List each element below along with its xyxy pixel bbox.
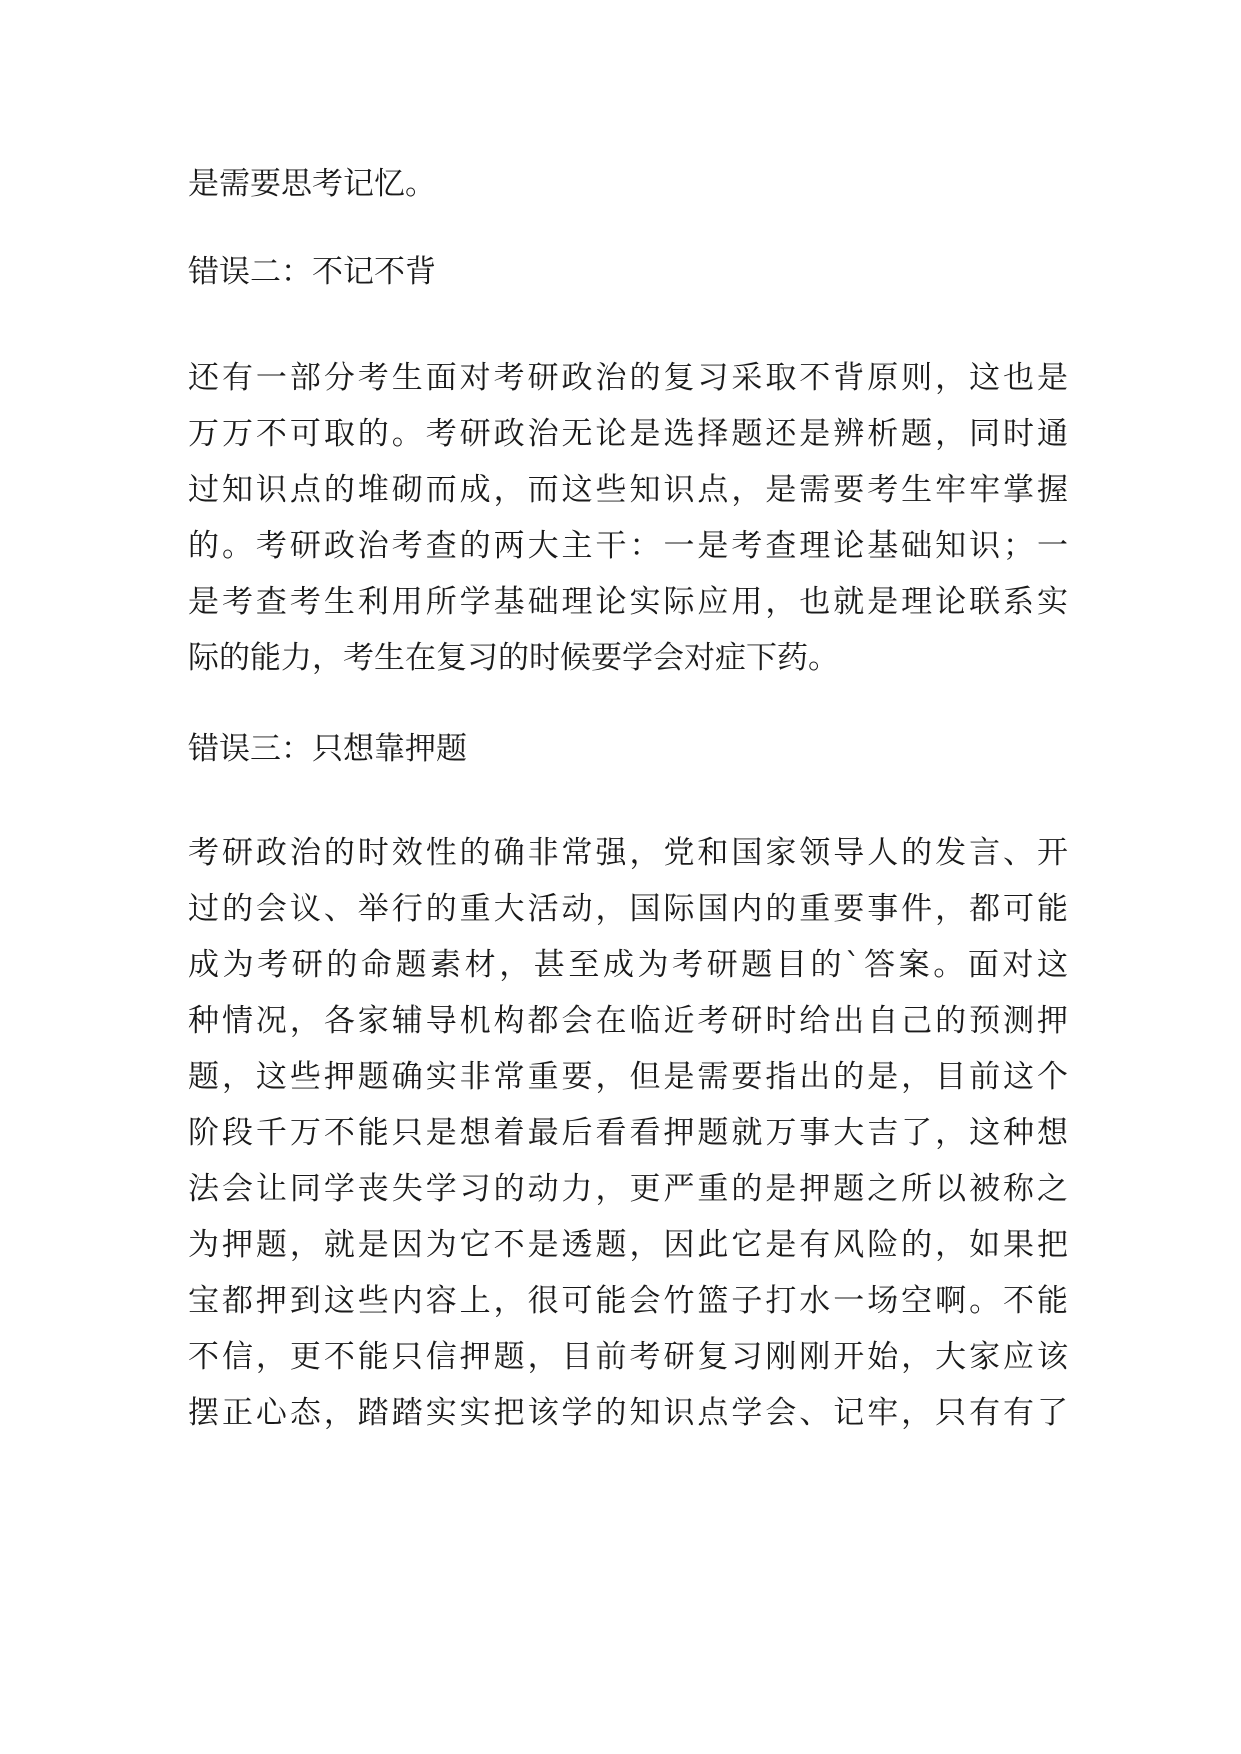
paragraph-line: 成为考研的命题素材，甚至成为考研题目的`答案。面对这 [188, 947, 1068, 983]
paragraph-line: 法会让同学丧失学习的动力，更严重的是押题之所以被称之 [188, 1171, 1068, 1207]
paragraph-line: 为押题，就是因为它不是透题，因此它是有风险的，如果把 [188, 1227, 1068, 1263]
paragraph-line: 宝都押到这些内容上，很可能会竹篮子打水一场空啊。不能 [188, 1283, 1068, 1319]
paragraph-line: 种情况，各家辅导机构都会在临近考研时给出自己的预测押 [188, 1003, 1068, 1039]
paragraph-line: 题，这些押题确实非常重要，但是需要指出的是，目前这个 [188, 1059, 1068, 1095]
paragraph-line: 过的会议、举行的重大活动，国际国内的重要事件，都可能 [188, 891, 1068, 927]
paragraph-line: 摆正心态，踏踏实实把该学的知识点学会、记牢，只有有了 [188, 1395, 1068, 1431]
section-heading-mistake-two: 错误二：不记不背 [188, 254, 436, 290]
paragraph-line: 不信，更不能只信押题，目前考研复习刚刚开始，大家应该 [188, 1339, 1068, 1375]
paragraph-line: 的。考研政治考查的两大主干：一是考查理论基础知识；一 [188, 528, 1068, 564]
paragraph-line: 际的能力，考生在复习的时候要学会对症下药。 [188, 640, 839, 676]
paragraph-line: 阶段千万不能只是想着最后看看押题就万事大吉了，这种想 [188, 1115, 1068, 1151]
paragraph-tail-line: 是需要思考记忆。 [188, 166, 436, 202]
section-heading-mistake-three: 错误三：只想靠押题 [188, 731, 467, 767]
paragraph-line: 过知识点的堆砌而成，而这些知识点，是需要考生牢牢掌握 [188, 472, 1068, 508]
paragraph-line: 是考查考生利用所学基础理论实际应用，也就是理论联系实 [188, 584, 1068, 620]
paragraph-line: 还有一部分考生面对考研政治的复习采取不背原则，这也是 [188, 360, 1068, 396]
paragraph-line: 考研政治的时效性的确非常强，党和国家领导人的发言、开 [188, 835, 1068, 871]
paragraph-line: 万万不可取的。考研政治无论是选择题还是辨析题，同时通 [188, 416, 1068, 452]
